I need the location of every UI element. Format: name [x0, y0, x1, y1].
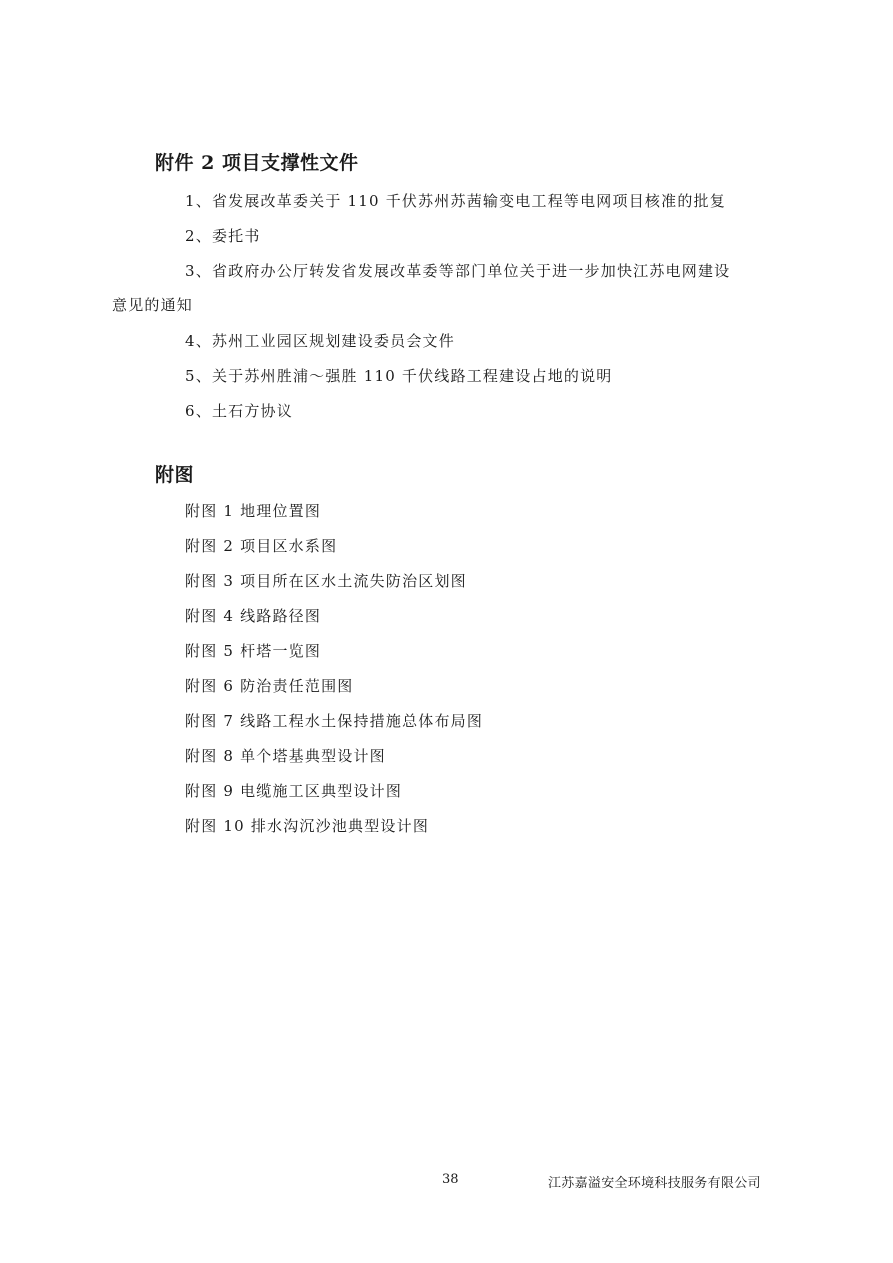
figure-item-2: 附图 2 项目区水系图 [185, 537, 338, 555]
figure-item-7: 附图 7 线路工程水土保持措施总体布局图 [185, 712, 484, 730]
figure-item-6: 附图 6 防治责任范围图 [185, 677, 354, 695]
figure-item-3: 附图 3 项目所在区水土流失防治区划图 [185, 572, 467, 590]
footer-company-name: 江苏嘉溢安全环境科技服务有限公司 [548, 1176, 761, 1191]
figures-heading: 附图 [155, 464, 195, 486]
attachment-item-5: 5、关于苏州胜浦～强胜 110 千伏线路工程建设占地的说明 [185, 367, 613, 385]
figure-item-4: 附图 4 线路路径图 [185, 607, 322, 625]
attachment-2-heading: 附件 2 项目支撑性文件 [155, 152, 359, 174]
attachment-item-6: 6、土石方协议 [185, 402, 293, 420]
figure-item-10: 附图 10 排水沟沉沙池典型设计图 [185, 817, 430, 835]
figure-item-5: 附图 5 杆塔一览图 [185, 642, 322, 660]
attachment-item-4: 4、苏州工业园区规划建设委员会文件 [185, 332, 455, 350]
attachment-item-3-continued: 意见的通知 [112, 296, 194, 314]
attachment-item-1: 1、省发展改革委关于 110 千伏苏州苏茜输变电工程等电网项目核准的批复 [185, 192, 726, 210]
figure-item-8: 附图 8 单个塔基典型设计图 [185, 747, 386, 765]
page-number: 38 [442, 1172, 459, 1187]
attachment-item-3: 3、省政府办公厅转发省发展改革委等部门单位关于进一步加快江苏电网建设 [185, 262, 731, 280]
figure-item-9: 附图 9 电缆施工区典型设计图 [185, 782, 403, 800]
attachment-item-2: 2、委托书 [185, 227, 261, 245]
figure-item-1: 附图 1 地理位置图 [185, 502, 322, 520]
